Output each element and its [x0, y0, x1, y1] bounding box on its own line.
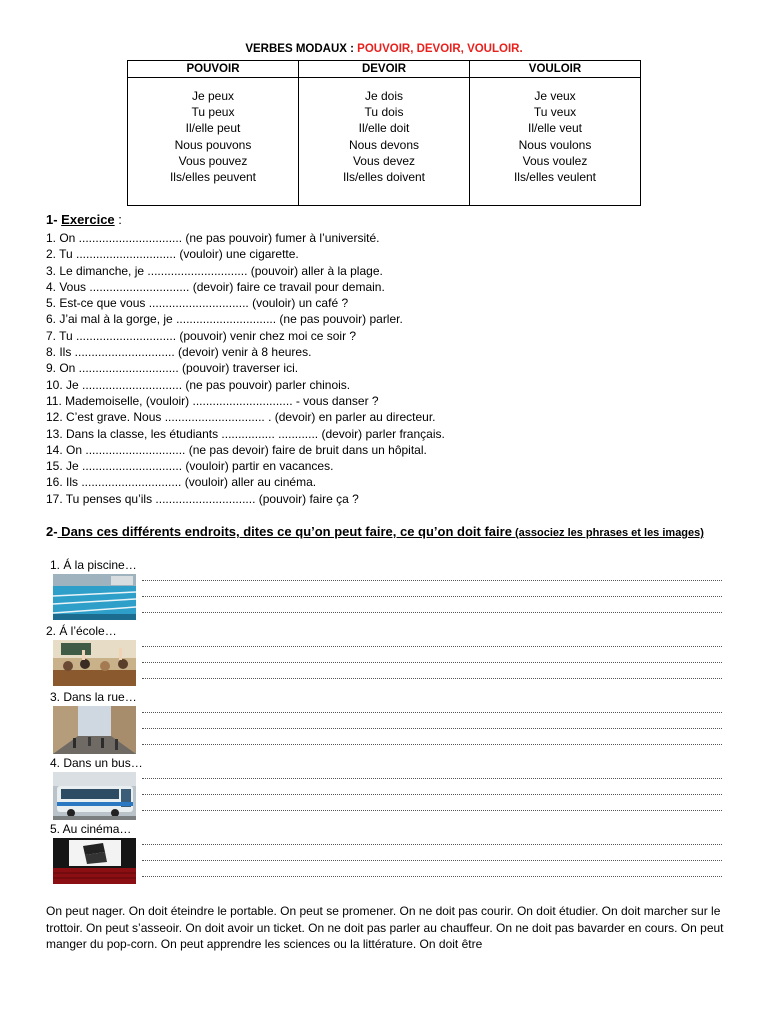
answer-line[interactable] — [142, 596, 722, 597]
exercise-item: 13. Dans la classe, les étudiants ................ ............ (devoir) parler français. — [46, 426, 445, 441]
place-label-cinema: 5. Au cinéma… — [50, 822, 132, 836]
answer-line[interactable] — [142, 580, 722, 581]
section-2-number: 2- — [46, 524, 58, 539]
answer-line[interactable] — [142, 678, 722, 679]
exercise-item: 10. Je .............................. (ne pas pouvoir) parler chinois. — [46, 377, 351, 392]
conjugation-line: Tu veux — [533, 105, 577, 120]
conjugation-line: Je peux — [191, 89, 235, 103]
section-1-heading — [46, 212, 122, 227]
conjugation-line: Nous devons — [348, 137, 420, 152]
exercise-item: 7. Tu .............................. (pouvoir) venir chez moi ce soir ? — [46, 328, 357, 343]
table-body-row — [128, 78, 641, 206]
header-vouloir: VOULOIR — [470, 61, 641, 78]
classroom-photo — [53, 640, 136, 686]
exercise-item: 2. Tu .............................. (vouloir) une cigarette. — [46, 247, 299, 262]
conjugation-line: Ils/elles doivent — [342, 170, 426, 185]
section-1-title: Exercice — [61, 212, 115, 227]
answer-line[interactable] — [142, 810, 722, 811]
answer-line[interactable] — [142, 778, 722, 779]
title-prefix: VERBES MODAUX : — [245, 43, 358, 55]
swimming-pool-photo — [53, 574, 136, 620]
place-label-pool: 1. Á la piscine… — [50, 558, 137, 572]
header-devoir: DEVOIR — [299, 61, 470, 78]
answer-line[interactable] — [142, 876, 722, 877]
conjugation-line: Il/elle peut — [185, 121, 241, 136]
section-1-number: 1- — [46, 212, 62, 227]
section-2-heading — [46, 524, 726, 541]
column-vouloir — [470, 78, 641, 206]
exercise-item: 1. On ............................... (ne pas pouvoir) fumer à l’université. — [46, 231, 380, 245]
answer-line[interactable] — [142, 844, 722, 845]
exercise-item: 4. Vous .............................. (devoir) faire ce travail pour demain. — [46, 279, 385, 294]
exercise-list — [46, 230, 445, 507]
conjugation-line: Il/elle doit — [358, 121, 410, 136]
worksheet-title — [0, 43, 768, 55]
exercise-item: 8. Ils .............................. (devoir) venir à 8 heures. — [46, 345, 312, 360]
answer-line[interactable] — [142, 728, 722, 729]
exercise-item: 3. Le dimanche, je .............................. (pouvoir) aller à la plage. — [46, 263, 383, 278]
exercise-item: 9. On .............................. (pouvoir) traverser ici. — [46, 361, 299, 376]
place-label-street: 3. Dans la rue… — [50, 690, 137, 704]
column-devoir — [299, 78, 470, 206]
answer-line[interactable] — [142, 744, 722, 745]
column-pouvoir — [128, 78, 299, 206]
exercise-item: 11. Mademoiselle, (vouloir) .............................. - vous danser ? — [46, 393, 379, 408]
answer-line[interactable] — [142, 612, 722, 613]
conjugation-line: Vous devez — [352, 153, 416, 168]
conjugation-line: Tu dois — [364, 105, 404, 120]
exercise-item: 12. C’est grave. Nous .............................. . (devoir) en parler au directeur. — [46, 410, 436, 425]
exercise-item: 5. Est-ce que vous .............................. (vouloir) un café ? — [46, 296, 349, 311]
conjugation-line: Ils/elles veulent — [513, 170, 597, 185]
header-pouvoir: POUVOIR — [128, 61, 299, 78]
conjugation-line: Je dois — [364, 89, 404, 103]
table-header-row — [128, 61, 641, 78]
answer-line[interactable] — [142, 712, 722, 713]
answer-line[interactable] — [142, 860, 722, 861]
exercise-item: 15. Je .............................. (vouloir) partir en vacances. — [46, 459, 334, 474]
place-label-school: 2. Á l’école… — [46, 624, 117, 638]
phrase-bank: On peut nager. On doit éteindre le portable. On peut se promener. On ne doit pas courir. On doit étudier. On doit marcher sur le trottoir. On peut s’asseoir. On doit avoir un ticket. On ne doit pas parler au chauffeur. On ne doit pas bavarder en cours. On peut manger du pop-corn. On peut apprendre les sciences ou la littérature. On doit être — [46, 904, 724, 952]
answer-line[interactable] — [142, 794, 722, 795]
bus-photo — [53, 772, 136, 820]
conjugation-line: Tu peux — [191, 105, 235, 120]
section-1-colon: : — [114, 212, 122, 227]
answer-line[interactable] — [142, 646, 722, 647]
exercise-item: 16. Ils .............................. (vouloir) aller au cinéma. — [46, 475, 317, 490]
conjugation-line: Il/elle veut — [527, 121, 583, 136]
conjugation-line: Vous pouvez — [178, 153, 248, 168]
exercise-item: 17. Tu penses qu’ils .............................. (pouvoir) faire ça ? — [46, 491, 359, 506]
place-label-bus: 4. Dans un bus… — [50, 756, 143, 770]
conjugation-line: Nous voulons — [518, 137, 592, 152]
exercise-item: 6. J’ai mal à la gorge, je .............................. (ne pas pouvoir) parler. — [46, 312, 403, 327]
title-verbs: POUVOIR, DEVOIR, VOULOIR. — [357, 43, 523, 55]
exercise-item: 14. On .............................. (ne pas devoir) faire de bruit dans un hôpital. — [46, 442, 427, 457]
answer-line[interactable] — [142, 662, 722, 663]
conjugation-table — [127, 60, 641, 206]
section-2-note: (associez les phrases et les images) — [511, 527, 704, 539]
section-2-title: Dans ces différents endroits, dites ce qu’on peut faire, ce qu’on doit faire — [57, 524, 512, 539]
conjugation-line: Vous voulez — [522, 153, 588, 168]
street-photo — [53, 706, 136, 754]
conjugation-line: Ils/elles peuvent — [169, 170, 257, 185]
conjugation-line: Nous pouvons — [174, 137, 252, 152]
cinema-photo — [53, 838, 136, 884]
conjugation-line: Je veux — [534, 89, 576, 103]
